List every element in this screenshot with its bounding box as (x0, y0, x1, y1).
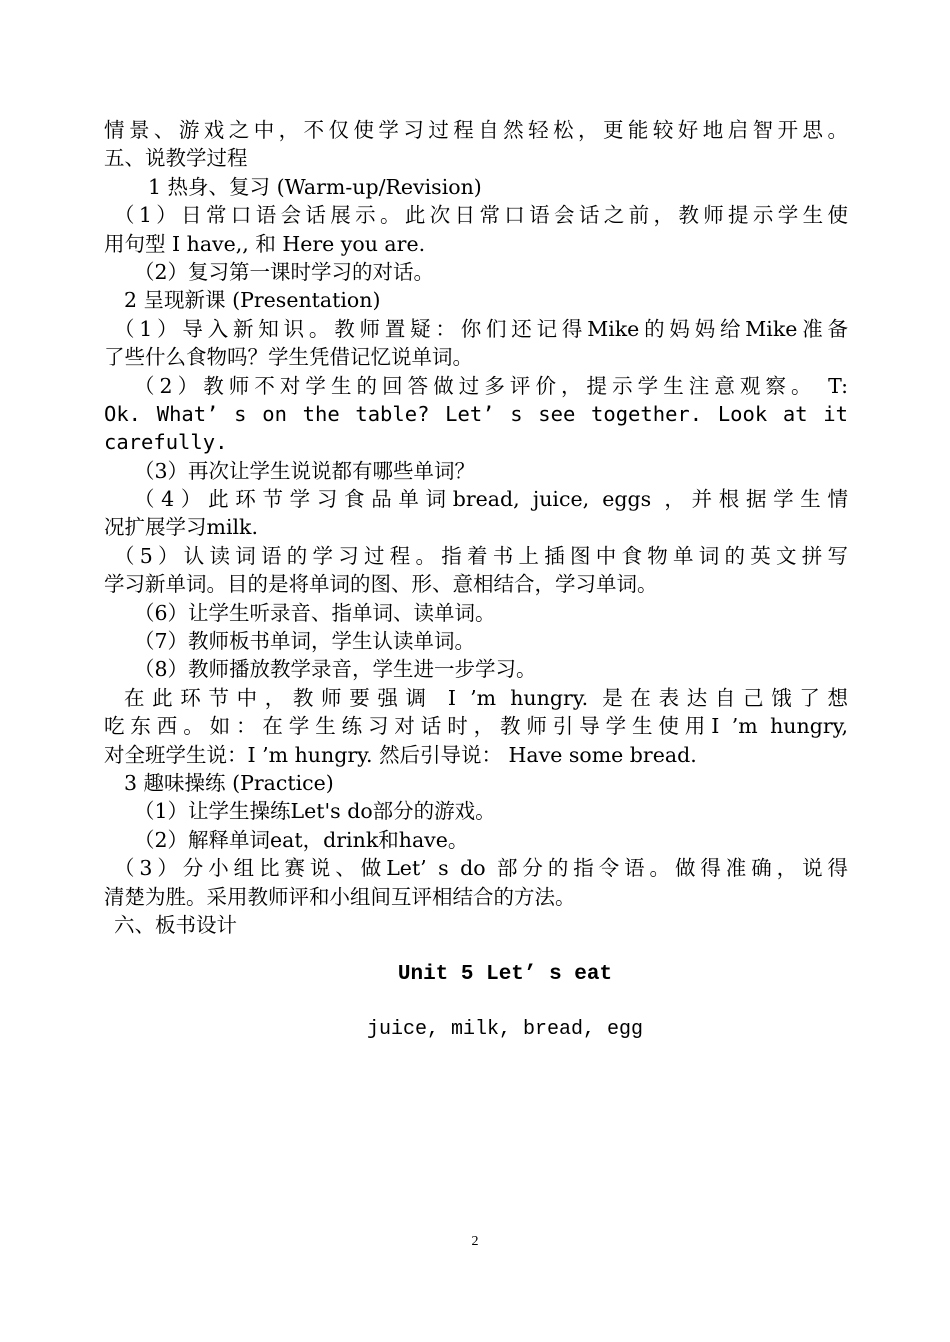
page-number: 2 (471, 1234, 479, 1249)
text-line: 在此环节中，教师要强调 I ’m hungry. 是在表达自己饿了想 (124, 685, 848, 710)
text-line: 了些什么食物吗？学生凭借记忆说单词。 (104, 345, 473, 370)
text-line: （2）教师不对学生的回答做过多评价，提示学生注意观察。 T: (134, 373, 848, 398)
text-line: 清楚为胜。采用教师评和小组间互评相结合的方法。 (104, 884, 576, 909)
text-line: （6）让学生听录音、指单词、读单词。 (134, 600, 496, 625)
subsection-heading: 1 热身、复习 (Warm-up/Revision) (148, 174, 482, 199)
text-line: 对全班学生说：I ’m hungry. 然后引导说： Have some bread. (104, 742, 697, 767)
board-words: juice, milk, bread, egg (366, 1018, 644, 1041)
text-line: （1）导入新知识。教师置疑：你们还记得Mike的妈妈给Mike准备 (114, 316, 848, 341)
section-heading: 五、说教学过程 (104, 146, 248, 171)
text-line: （4）此环节学习食品单词bread, juice, eggs ，并根据学生情 (134, 487, 848, 512)
text-line: （2）解释单词eat，drink和have。 (134, 827, 469, 852)
text-line: 用句型 I have,, 和 Here you are. (104, 231, 426, 256)
text-line: （3）再次让学生说说都有哪些单词？ (134, 458, 476, 483)
text-line: carefully. (104, 430, 228, 455)
text-line: Ok. What’ s on the table? Let’ s see together. Look at it (104, 401, 848, 426)
subsection-heading: 3 趣味操练 (Practice) (124, 770, 334, 795)
body-text (104, 116, 848, 939)
text-line: （1）日常口语会话展示。此次日常口语会话之前，教师提示学生使 (114, 203, 848, 228)
text-line: 学习新单词。目的是将单词的图、形、意相结合，学习单词。 (104, 572, 658, 597)
subsection-heading: 2 呈现新课 (Presentation) (124, 288, 381, 313)
text-line: （5）认读词语的学习过程。指着书上插图中食物单词的英文拼写 (114, 543, 848, 568)
text-line: 吃东西。如：在学生练习对话时，教师引导学生使用I ’m hungry, (104, 714, 848, 739)
text-line: 况扩展学习milk. (104, 515, 258, 540)
board-title: Unit 5 Let’ s eat (397, 963, 613, 986)
text-line: （3）分小组比赛说、做Let’ s do 部分的指令语。做得准确，说得 (114, 856, 848, 881)
text-line: （8）教师播放教学录音，学生进一步学习。 (134, 657, 537, 682)
text-line: 情景、游戏之中，不仅使学习过程自然轻松，更能较好地启智开思。 (104, 118, 848, 142)
text-line: （2）复习第一课时学习的对话。 (134, 259, 435, 284)
text-line: （7）教师板书单词，学生认读单词。 (134, 629, 476, 654)
section-heading: 六、板书设计 (114, 912, 237, 937)
text-line: （1）让学生操练Let's do部分的游戏。 (134, 799, 496, 824)
